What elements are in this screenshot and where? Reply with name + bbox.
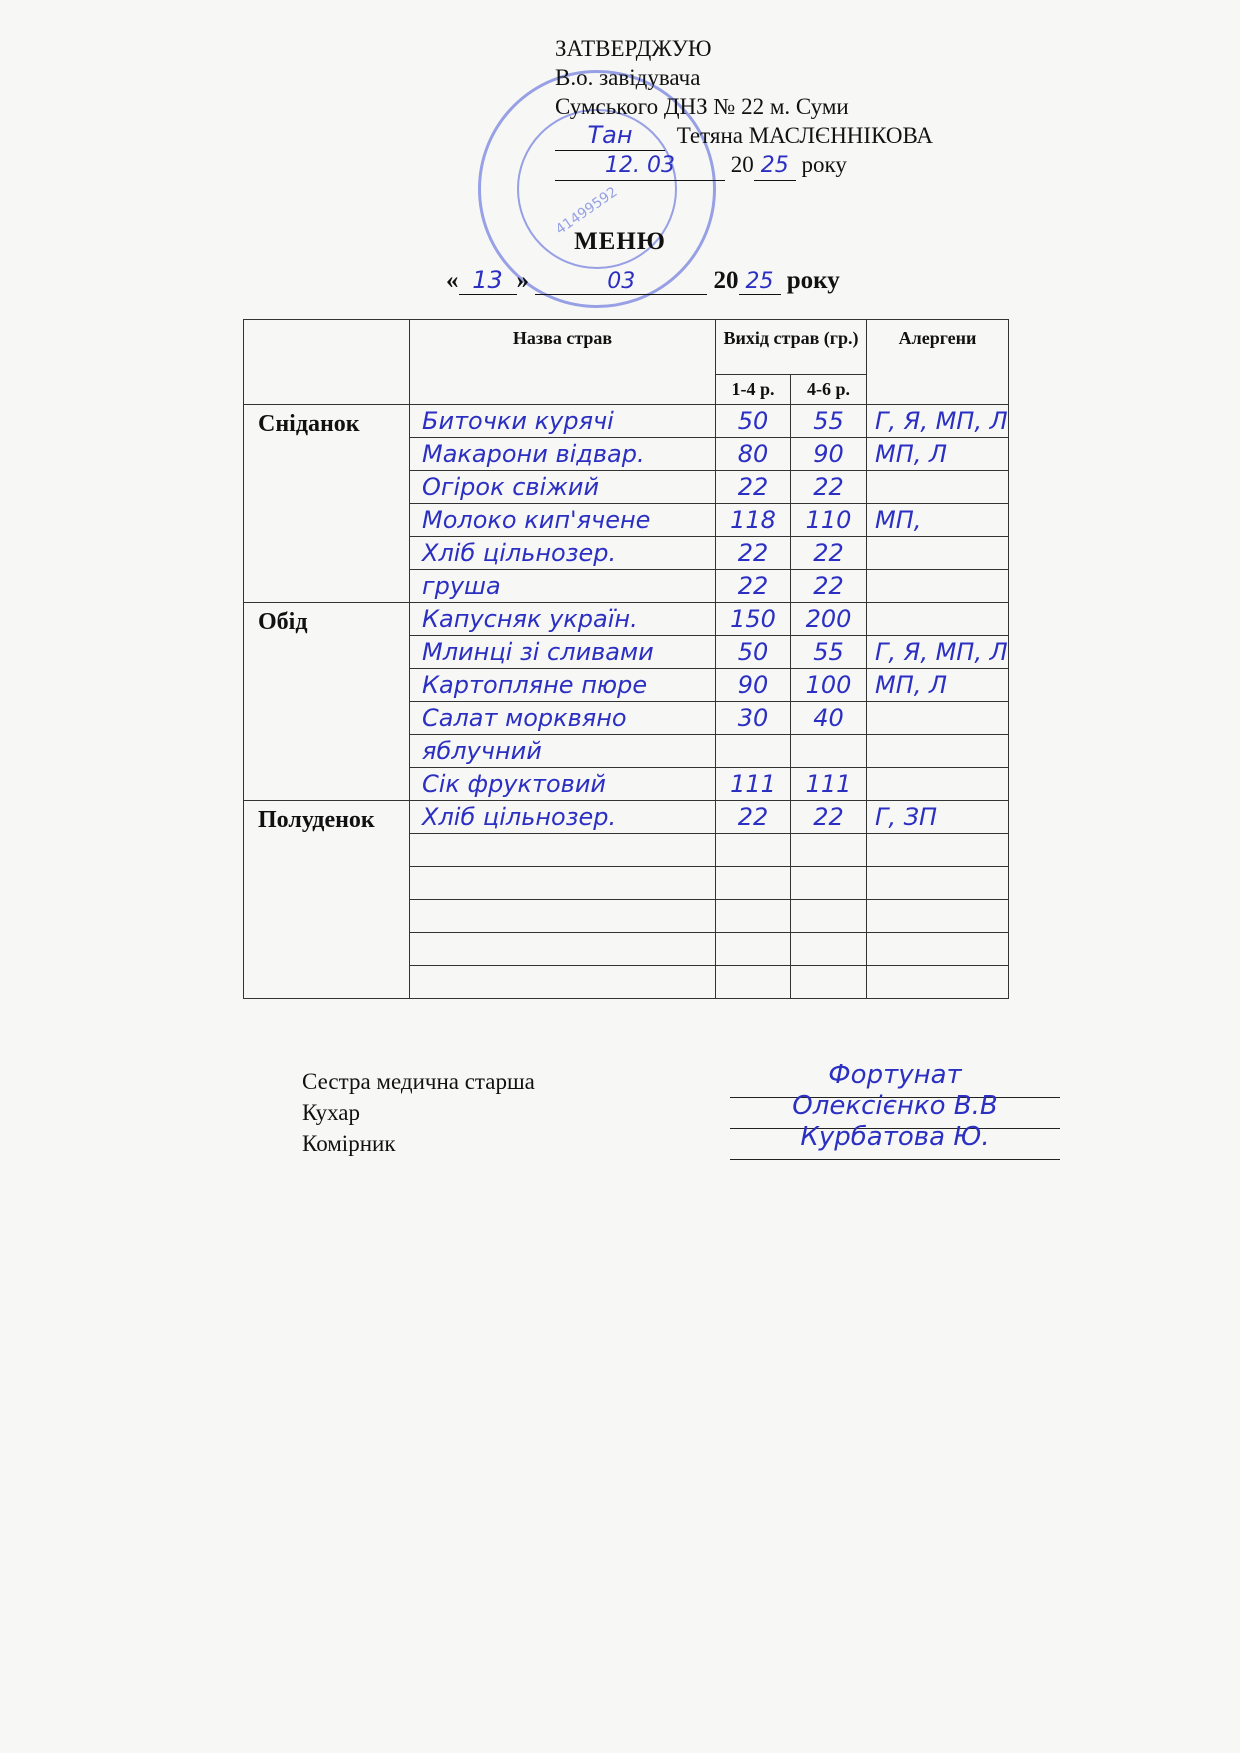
portion-1-4-cell (716, 933, 791, 966)
header-output: Вихід страв (гр.) (716, 320, 867, 375)
portion-1-4-cell (716, 966, 791, 999)
portion-1-4-cell: 22 (716, 471, 791, 504)
portion-4-6-cell: 100 (791, 669, 867, 702)
meal-label: Сніданок (244, 405, 410, 603)
portion-4-6-cell: 90 (791, 438, 867, 471)
portion-4-6-cell (791, 867, 867, 900)
allergens-cell (867, 933, 1009, 966)
document-title: МЕНЮ (574, 228, 666, 255)
signature-storekeeper: Курбатова Ю. (800, 1122, 990, 1152)
signature-cook: Олексієнко В.В (792, 1091, 998, 1121)
dish-cell: Молоко кип'ячене (410, 504, 716, 537)
portion-4-6-cell: 55 (791, 405, 867, 438)
portion-4-6-cell: 55 (791, 636, 867, 669)
approval-name: Тетяна МАСЛЄННІКОВА (676, 123, 933, 148)
dish-cell: Хліб цільнозер. (410, 537, 716, 570)
open-quote: « (446, 267, 459, 294)
menu-date (446, 266, 840, 295)
portion-4-6-cell (791, 933, 867, 966)
dish-cell: Макарони відвар. (410, 438, 716, 471)
stamp-code: 41499592 (552, 184, 621, 238)
portion-1-4-cell (716, 735, 791, 768)
header-allergens: Алергени (867, 320, 1009, 405)
dish-cell: Хліб цільнозер. (410, 801, 716, 834)
header-empty (244, 320, 410, 405)
portion-4-6-cell: 111 (791, 768, 867, 801)
allergens-cell (867, 867, 1009, 900)
approval-block (555, 34, 933, 179)
portion-1-4-cell: 111 (716, 768, 791, 801)
approval-year-prefix: 20 (730, 152, 754, 177)
approval-institution: Сумського ДНЗ № 22 м. Суми (555, 94, 849, 119)
portion-4-6-cell: 200 (791, 603, 867, 636)
allergens-cell: МП, (867, 504, 1009, 537)
dish-cell: Биточки курячі (410, 405, 716, 438)
table-header-row (244, 320, 1009, 375)
allergens-cell (867, 471, 1009, 504)
portion-1-4-cell: 22 (716, 570, 791, 603)
signature-nurse: Фортунат (828, 1060, 962, 1090)
allergens-cell (867, 768, 1009, 801)
table-row (244, 405, 1009, 438)
dish-cell: Картопляне пюре (410, 669, 716, 702)
approval-heading: ЗАТВЕРДЖУЮ (555, 36, 712, 61)
table-row (244, 801, 1009, 834)
portion-1-4-cell: 50 (716, 405, 791, 438)
dish-cell (410, 966, 716, 999)
header-age-1-4: 1-4 р. (716, 375, 791, 405)
portion-4-6-cell: 22 (791, 570, 867, 603)
portion-4-6-cell: 22 (791, 537, 867, 570)
allergens-cell (867, 966, 1009, 999)
approval-position: В.о. завідувача (555, 65, 701, 90)
dish-cell: груша (410, 570, 716, 603)
dish-cell: Сік фруктовий (410, 768, 716, 801)
portion-4-6-cell: 22 (791, 471, 867, 504)
portion-4-6-cell (791, 834, 867, 867)
approval-date-row (555, 150, 933, 179)
portion-4-6-cell: 22 (791, 801, 867, 834)
dish-cell: Млинці зі сливами (410, 636, 716, 669)
portion-1-4-cell: 30 (716, 702, 791, 735)
header-dish: Назва страв (410, 320, 716, 405)
portion-4-6-cell: 40 (791, 702, 867, 735)
dish-cell: Огірок свіжий (410, 471, 716, 504)
approval-date: 12. 03 (555, 151, 725, 181)
signature-role-storekeeper: Комірник (302, 1131, 396, 1156)
meal-label: Полуденок (244, 801, 410, 999)
allergens-cell: МП, Л (867, 669, 1009, 702)
allergens-cell (867, 603, 1009, 636)
approval-year: 25 (754, 151, 796, 181)
dish-cell (410, 900, 716, 933)
menu-year-suffix: року (786, 267, 840, 294)
portion-1-4-cell: 22 (716, 537, 791, 570)
header-age-4-6: 4-6 р. (791, 375, 867, 405)
menu-table-body (244, 405, 1009, 999)
portion-1-4-cell: 150 (716, 603, 791, 636)
meal-label: Обід (244, 603, 410, 801)
portion-1-4-cell: 80 (716, 438, 791, 471)
allergens-cell: МП, Л (867, 438, 1009, 471)
allergens-cell (867, 834, 1009, 867)
dish-cell: Капусняк україн. (410, 603, 716, 636)
portion-1-4-cell (716, 834, 791, 867)
close-quote: » (516, 267, 529, 294)
approval-signature-row (555, 121, 933, 150)
dish-cell (410, 834, 716, 867)
allergens-cell (867, 702, 1009, 735)
approval-signature: Тан (555, 121, 665, 151)
menu-year-prefix: 20 (713, 267, 739, 294)
portion-4-6-cell (791, 900, 867, 933)
portion-1-4-cell (716, 867, 791, 900)
allergens-cell: Г, ЗП (867, 801, 1009, 834)
allergens-cell (867, 537, 1009, 570)
dish-cell (410, 933, 716, 966)
allergens-cell (867, 900, 1009, 933)
portion-4-6-cell (791, 966, 867, 999)
table-row (244, 603, 1009, 636)
dish-cell: яблучний (410, 735, 716, 768)
portion-1-4-cell (716, 900, 791, 933)
dish-cell (410, 867, 716, 900)
portion-1-4-cell: 90 (716, 669, 791, 702)
portion-1-4-cell: 22 (716, 801, 791, 834)
allergens-cell: Г, Я, МП, Л (867, 636, 1009, 669)
portion-4-6-cell: 110 (791, 504, 867, 537)
allergens-cell: Г, Я, МП, Л (867, 405, 1009, 438)
menu-month: 03 (535, 269, 707, 295)
menu-table (243, 319, 1009, 999)
portion-1-4-cell: 118 (716, 504, 791, 537)
menu-year: 25 (739, 269, 781, 295)
menu-day: 13 (459, 266, 517, 295)
dish-cell: Салат морквяно (410, 702, 716, 735)
portion-4-6-cell (791, 735, 867, 768)
portion-1-4-cell: 50 (716, 636, 791, 669)
signatures-block (302, 1066, 535, 1159)
approval-year-suffix: року (801, 152, 847, 177)
allergens-cell (867, 570, 1009, 603)
signature-role-nurse: Сестра медична старша (302, 1069, 535, 1094)
allergens-cell (867, 735, 1009, 768)
signature-role-cook: Кухар (302, 1100, 361, 1125)
